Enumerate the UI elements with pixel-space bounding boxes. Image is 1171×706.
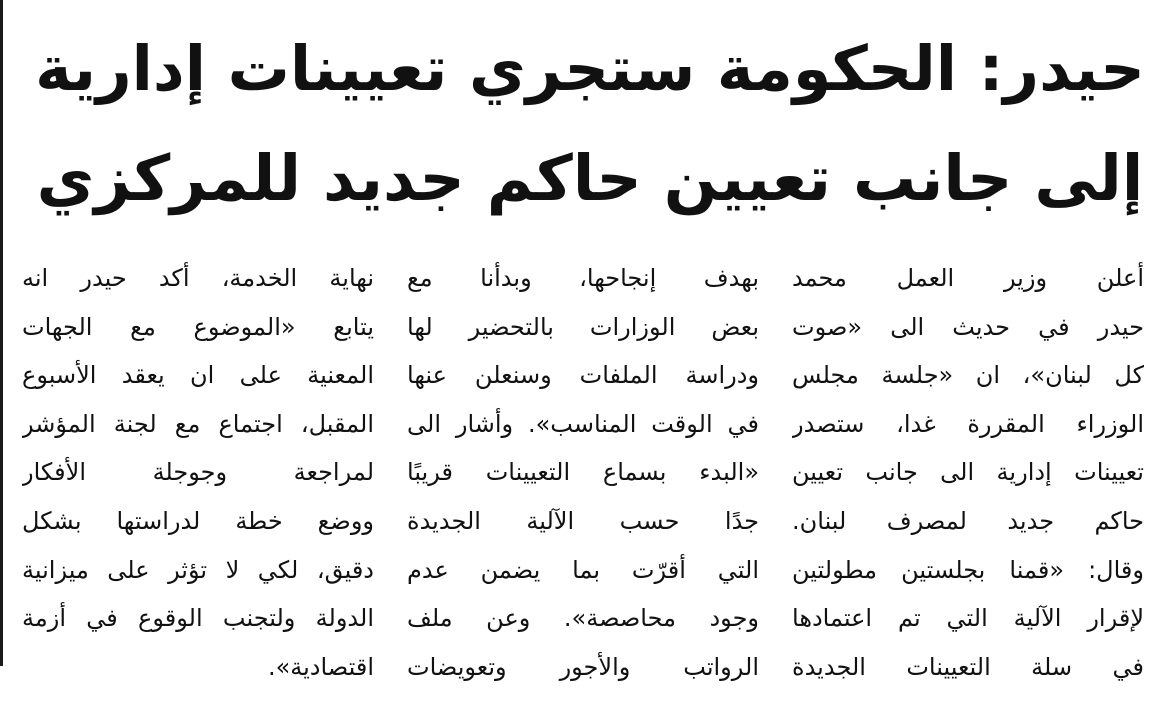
column-2-line: الرواتب والأجور وتعويضات <box>407 652 759 681</box>
column-2-line: ودراسة الملفات وسنعلن عنها <box>407 361 759 390</box>
column-3-line: نهاية الخدمة، أكد حيدر انه <box>22 264 374 292</box>
column-3-line: لمراجعة وجوجلة الأفكار <box>22 458 374 487</box>
column-3-line: اقتصادية». <box>267 652 374 681</box>
column-2-line: «البدء بسماع التعيينات قريبًا <box>407 458 759 487</box>
column-1-line: وقال: «قمنا بجلستين مطولتين <box>792 555 1144 584</box>
column-3-line: المعنية على ان يعقد الأسبوع <box>22 361 374 390</box>
headline-line-1: حيدر: الحكومة ستجري تعيينات إدارية <box>35 32 1145 105</box>
article-column-1 <box>792 254 1144 694</box>
column-1-line: حاكم جديد لمصرف لبنان. <box>792 506 1144 535</box>
column-3-line: الدولة ولتجنب الوقوع في أزمة <box>22 604 374 633</box>
column-2-line: وجود محاصصة». وعن ملف <box>407 604 759 633</box>
article-column-3 <box>22 254 374 694</box>
column-1-line: أعلن وزير العمل محمد <box>792 264 1144 292</box>
column-1-line: حيدر في حديث الى «صوت <box>792 312 1144 341</box>
article-column-2 <box>407 254 759 694</box>
column-2-line: جدًا حسب الآلية الجديدة <box>407 506 759 535</box>
column-2-line: بهدف إنجاحها، وبدأنا مع <box>407 264 759 292</box>
column-2-line: التي أقرّت بما يضمن عدم <box>407 555 759 584</box>
headline <box>30 14 1150 234</box>
column-3-line: ووضع خطة لدراستها بشكل <box>22 506 374 535</box>
column-3-line: المقبل، اجتماع مع لجنة المؤشر <box>22 409 374 438</box>
column-2-line: في الوقت المناسب». وأشار الى <box>407 409 759 438</box>
column-3-line: دقيق، لكي لا تؤثر على ميزانية <box>22 555 374 584</box>
column-1-line: الوزراء المقررة غدا، ستصدر <box>792 409 1144 438</box>
column-2-line: بعض الوزارات بالتحضير لها <box>407 312 759 341</box>
headline-line-2: إلى جانب تعيين حاكم جديد للمركزي <box>36 142 1144 215</box>
article-body <box>22 254 1144 694</box>
column-3-line: يتابع «الموضوع مع الجهات <box>22 312 374 341</box>
column-1-line: تعيينات إدارية الى جانب تعيين <box>792 458 1144 487</box>
column-divider-rule <box>0 0 3 666</box>
column-1-line: في سلة التعيينات الجديدة <box>792 652 1144 681</box>
column-1-line: لإقرار الآلية التي تم اعتمادها <box>792 604 1144 633</box>
column-1-line: كل لبنان»، ان «جلسة مجلس <box>792 361 1144 390</box>
